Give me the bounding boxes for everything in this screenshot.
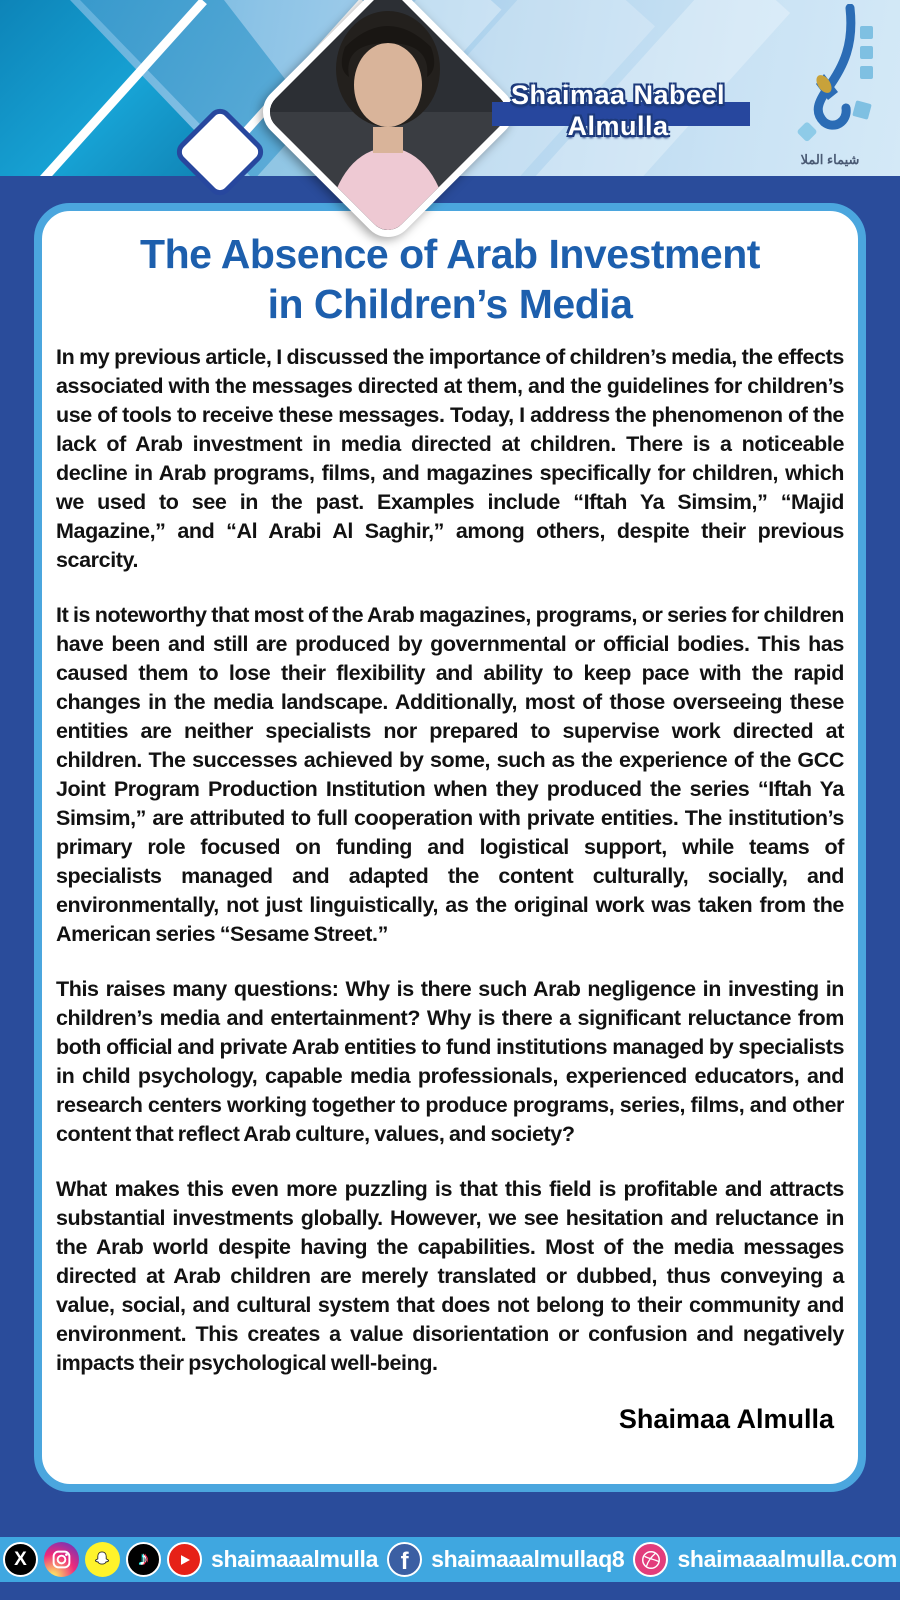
paragraph-3: This raises many questions: Why is there such Arab negligence in investing in children’s media and entertainment? Why is there a significant reluctance from both official and private Arab entities to fund institutions managed by specialists in child psychology, capable media professionals, experienced educators, and research centers working together to produce programs, series, films, and other content that reflect Arab culture, values, and society? bbox=[56, 977, 844, 1147]
website-icon[interactable] bbox=[633, 1542, 668, 1577]
brand-logo bbox=[774, 4, 886, 172]
article-card bbox=[34, 203, 866, 1492]
tiktok-icon[interactable] bbox=[126, 1542, 161, 1577]
x-icon[interactable] bbox=[3, 1542, 38, 1577]
social-footer bbox=[0, 1537, 900, 1582]
tiktok-glyph: ♪ bbox=[138, 1548, 149, 1570]
author-name: Shaimaa Nabeel Almulla bbox=[510, 80, 726, 141]
article-title-line1: The Absence of Arab Investment bbox=[140, 231, 760, 277]
article-title bbox=[52, 229, 848, 329]
article-title-line2: in Children’s Media bbox=[267, 281, 633, 328]
author-name-banner bbox=[478, 80, 758, 141]
facebook-icon[interactable] bbox=[387, 1542, 422, 1577]
calligraphy-logo-icon bbox=[774, 4, 886, 152]
logo-caption: شيماء الملا bbox=[800, 152, 860, 167]
author-signature: Shaimaa Almulla bbox=[618, 1404, 834, 1435]
snapchat-icon[interactable] bbox=[85, 1542, 120, 1577]
youtube-icon[interactable] bbox=[167, 1542, 202, 1577]
facebook-glyph: f bbox=[400, 1547, 409, 1575]
social-group-facebook[interactable] bbox=[387, 1542, 624, 1577]
social-icon-row bbox=[3, 1542, 202, 1577]
handle-facebook[interactable]: shaimaaalmullaq8 bbox=[431, 1546, 625, 1572]
paragraph-1: In my previous article, I discussed the importance of children’s media, the effects associated with the messages directed at them, and the guidelines for children’s use of tools to receive these messages. Today, I address the phenomenon of the lack of Arab investment in media directed at children. There is a noticeable decline in Arab programs, films, and magazines specifically for children, which we used to see in the past. Examples include “Iftah Ya Simsim,” “Majid Magazine,” and “Al Arabi Al Saghir,” among others, despite their previous scarcity. bbox=[56, 345, 844, 573]
instagram-icon[interactable] bbox=[44, 1542, 79, 1577]
social-group-main[interactable] bbox=[3, 1542, 378, 1577]
handle-main[interactable]: shaimaaalmulla bbox=[210, 1546, 379, 1572]
paragraph-4: What makes this even more puzzling is that this field is profitable and attracts substantial investments globally. However, we see hesitation and reluctance in the Arab world despite having the capabilities. Most of the media messages directed at Arab children are merely translated or dubbed, thus conveying a value, social, and cultural system that does not belong to their community and environment. This creates a value disorientation or confusion and negatively impacts their psychological well-being. bbox=[56, 1177, 844, 1376]
x-glyph: X bbox=[14, 1548, 27, 1570]
social-group-website[interactable] bbox=[633, 1542, 897, 1577]
handle-website[interactable]: shaimaaalmulla.com bbox=[677, 1546, 898, 1572]
paragraph-2: It is noteworthy that most of the Arab magazines, programs, or series for children have been and still are produced by governmental or official bodies. This has caused them to lose their flexibility and ability to keep pace with the rapid changes in the media landscape. Additionally, most of those overseeing these entities are neither specialists nor prepared to supervise work directed at children. The successes achieved by some, such as the experience of the GCC Joint Program Production Institution when they produced the series “Iftah Ya Simsim,” are attributed to full cooperation with private entities. The institution’s primary role focused on funding and logistical support, while teams of specialists managed and adapted the content culturally, socially, and environmentally, not just linguistically, as the original work was taken from the American series “Sesame Street.” bbox=[56, 603, 844, 947]
article-body bbox=[52, 343, 848, 1435]
